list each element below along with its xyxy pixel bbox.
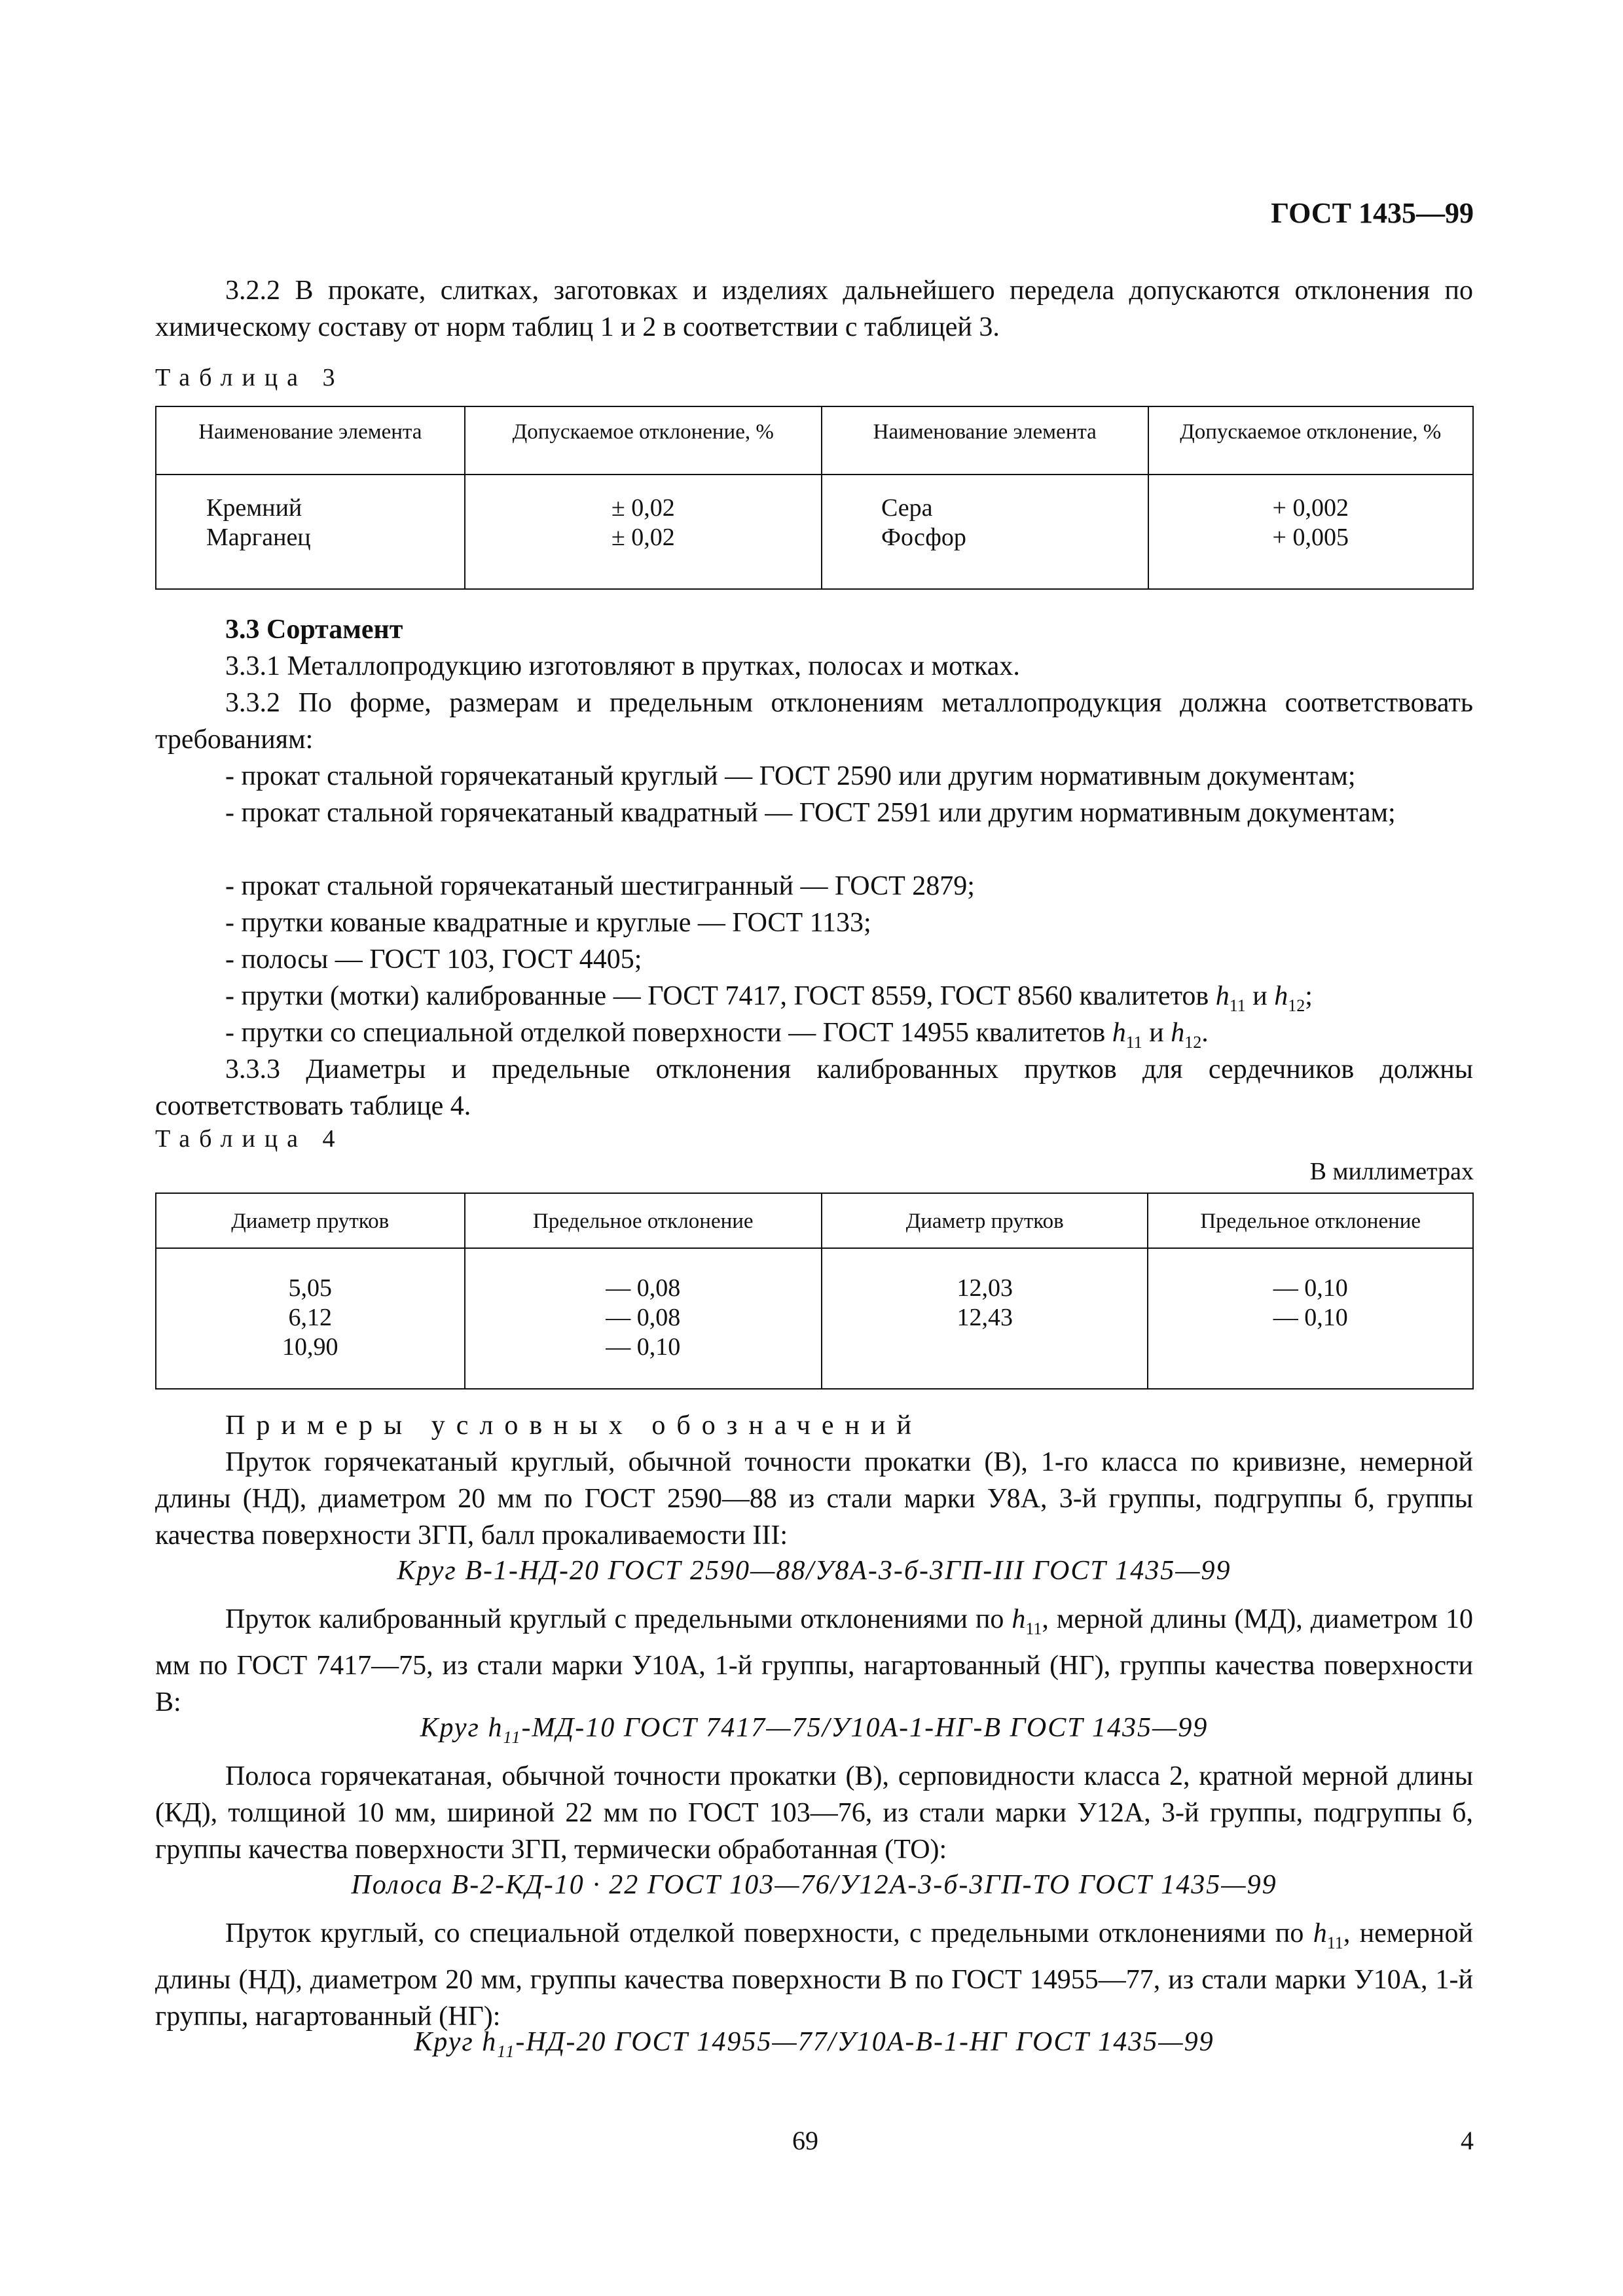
table-3-cell — [156, 475, 465, 589]
examples-heading: Примеры условных обозначений — [225, 1410, 922, 1441]
table-3-header-1: Наименование элемента — [156, 406, 465, 475]
example-1-designation: Круг В-1-НД-20 ГОСТ 2590—88/У8А-3-б-3ГП-III ГОСТ 1435—99 — [397, 1556, 1231, 1586]
conjunction: и — [1252, 981, 1267, 1011]
example-1-description: Пруток горячекатаный круглый, обычной точности прокатки (В), 1-го класса по кривизне, немерной длины (НД), диаметром 20 мм по ГОСТ 2590—88 из стали марки У8А, 3-й группы, подгруппы б, группы качества поверхности 3ГП, балл прокаливаемости III: — [155, 1447, 1473, 1551]
table-4-header-3: Диаметр прутков — [822, 1193, 1148, 1248]
list-item: - прокат стальной горячекатаный квадратный — ГОСТ 2591 или другим нормативным документам; — [225, 798, 1396, 828]
table-4-value: — 0,08 — [606, 1304, 681, 1331]
table-4-value: 10,90 — [282, 1333, 338, 1361]
table-3-value: ± 0,02 — [611, 494, 675, 522]
table-3-cell — [1148, 475, 1474, 589]
table-3-header-4: Допускаемое отклонение, % — [1148, 406, 1474, 475]
table-4-value: 5,05 — [288, 1274, 332, 1302]
table-4-value: — 0,10 — [1273, 1274, 1348, 1302]
tolerance-index: 12 — [1288, 996, 1305, 1015]
tolerance-index: 11 — [1326, 1933, 1343, 1952]
table-4 — [155, 1193, 1474, 1390]
list-item: - прокат стальной горячекатаный шестигранный — ГОСТ 2879; — [225, 871, 975, 901]
table-4-cell — [156, 1248, 465, 1389]
table-3-value: ± 0,02 — [611, 524, 675, 551]
sheet-number: 4 — [1461, 2126, 1474, 2155]
tolerance-symbol: h — [1313, 1918, 1327, 1948]
conjunction: и — [1149, 1018, 1164, 1048]
example-2-designation — [155, 1710, 1473, 1756]
table-3-cell — [822, 475, 1148, 589]
table-3-cell — [465, 475, 822, 589]
example-4-designation — [155, 2024, 1473, 2070]
designation-part: -МД-10 ГОСТ 7417—75/У10А-1-НГ-В ГОСТ 1435—99 — [521, 1713, 1209, 1743]
paragraph-3-3-1: 3.3.1 Металлопродукцию изготовляют в прутках, полосах и мотках. — [225, 651, 1020, 681]
designation-part: -НД-20 ГОСТ 14955—77/У10А-В-1-НГ ГОСТ 1435—99 — [515, 2027, 1214, 2057]
table-4-value: — 0,10 — [606, 1333, 681, 1361]
table-3-value: Кремний — [206, 494, 302, 522]
tolerance-symbol: h — [1112, 1018, 1126, 1048]
table-3-value: + 0,005 — [1272, 524, 1349, 551]
list-item: - прутки кованые квадратные и круглые — ГОСТ 1133; — [225, 908, 871, 938]
list-item-text: - прутки со специальной отделкой поверхности — ГОСТ 14955 квалитетов — [225, 1018, 1106, 1048]
paragraph-3-3-3: 3.3.3 Диаметры и предельные отклонения калиброванных прутков для сердечников должны соответствовать таблице 4. — [155, 1054, 1473, 1121]
tolerance-symbol: h — [1274, 981, 1288, 1011]
paragraph-3-2-2: 3.2.2 В прокате, слитках, заготовках и изделиях дальнейшего передела допускаются отклонения по химическому составу от норм таблиц 1 и 2 в соответствии с таблицей 3. — [155, 276, 1473, 342]
table-4-caption: Таблица 4 — [155, 1125, 344, 1153]
table-4-value: 12,03 — [957, 1274, 1013, 1302]
tolerance-index: 11 — [497, 2042, 516, 2061]
page-number: 69 — [792, 2126, 818, 2155]
example-3-description: Полоса горячекатаная, обычной точности прокатки (В), серповидности класса 2, кратной мерной длины (КД), толщиной 10 мм, шириной 22 мм по ГОСТ 103—76, из стали марки У12А, 3-й группы, подгруппы б, группы качества поверхности 3ГП, термически обработанная (ТО): — [155, 1761, 1473, 1865]
table-3-caption: Таблица 3 — [155, 364, 344, 391]
table-3 — [155, 406, 1474, 590]
table-4-value: — 0,10 — [1273, 1304, 1348, 1331]
tolerance-index: 12 — [1184, 1033, 1202, 1052]
example-4-text: , немерной длины (НД), диаметром 20 мм, группы качества поверхности В по ГОСТ 14955—77, из стали марки У10А, 1-й группы, нагартованный (НГ): — [155, 1918, 1473, 2032]
section-3-3-title: 3.3 Сортамент — [225, 615, 403, 645]
designation-part: Круг h — [414, 2027, 498, 2057]
example-2-description — [155, 1601, 1473, 1721]
table-3-header-3: Наименование элемента — [822, 406, 1148, 475]
example-3-designation: Полоса В-2-КД-10 · 22 ГОСТ 103—76/У12А-3-б-3ГП-ТО ГОСТ 1435—99 — [351, 1870, 1277, 1900]
tolerance-symbol: h — [1215, 981, 1230, 1011]
table-3-value: + 0,002 — [1272, 494, 1349, 522]
tolerance-index: 11 — [503, 1728, 522, 1747]
example-4-description — [155, 1915, 1473, 2035]
table-4-value: — 0,08 — [606, 1274, 681, 1302]
tolerance-index: 11 — [1025, 1619, 1042, 1638]
punctuation: ; — [1305, 981, 1313, 1011]
example-2-text: , мерной длины (МД), диаметром 10 мм по ГОСТ 7417—75, из стали марки У10А, 1-й группы, нагартованный (НГ), группы качества поверхности В: — [155, 1604, 1474, 1717]
list-item: - полосы — ГОСТ 103, ГОСТ 4405; — [225, 944, 642, 975]
designation-part: Круг h — [420, 1713, 503, 1743]
list-item-text: - прутки (мотки) калиброванные — ГОСТ 7417, ГОСТ 8559, ГОСТ 8560 квалитетов — [225, 981, 1209, 1011]
tolerance-symbol: h — [1171, 1018, 1185, 1048]
example-4-text: Пруток круглый, со специальной отделкой поверхности, с предельными отклонениями по — [225, 1918, 1304, 1948]
table-3-header-2: Допускаемое отклонение, % — [465, 406, 822, 475]
tolerance-symbol: h — [1012, 1604, 1026, 1634]
table-4-cell — [465, 1248, 822, 1389]
tolerance-index: 11 — [1229, 996, 1246, 1015]
table-4-cell — [822, 1248, 1148, 1389]
table-4-value: 12,43 — [957, 1304, 1013, 1331]
table-4-header-1: Диаметр прутков — [156, 1193, 465, 1248]
table-3-value: Марганец — [206, 524, 311, 551]
tolerance-index: 11 — [1125, 1033, 1142, 1052]
table-4-header-2: Предельное отклонение — [465, 1193, 822, 1248]
table-3-value: Сера — [881, 494, 933, 522]
punctuation: . — [1201, 1018, 1209, 1048]
list-item: - прокат стальной горячекатаный круглый — ГОСТ 2590 или другим нормативным документам; — [225, 761, 1356, 791]
document-code: ГОСТ 1435—99 — [1271, 197, 1474, 229]
paragraph-3-3-2: 3.3.2 По форме, размерам и предельным отклонениям металлопродукция должна соответствовать требованиям: — [155, 688, 1473, 755]
table-4-cell — [1148, 1248, 1473, 1389]
example-2-text: Пруток калиброванный круглый с предельными отклонениями по — [225, 1604, 1004, 1634]
table-4-value: 6,12 — [288, 1304, 332, 1331]
table-4-units: В миллиметрах — [1309, 1158, 1474, 1185]
table-3-value: Фосфор — [881, 524, 966, 551]
table-4-header-4: Предельное отклонение — [1148, 1193, 1473, 1248]
